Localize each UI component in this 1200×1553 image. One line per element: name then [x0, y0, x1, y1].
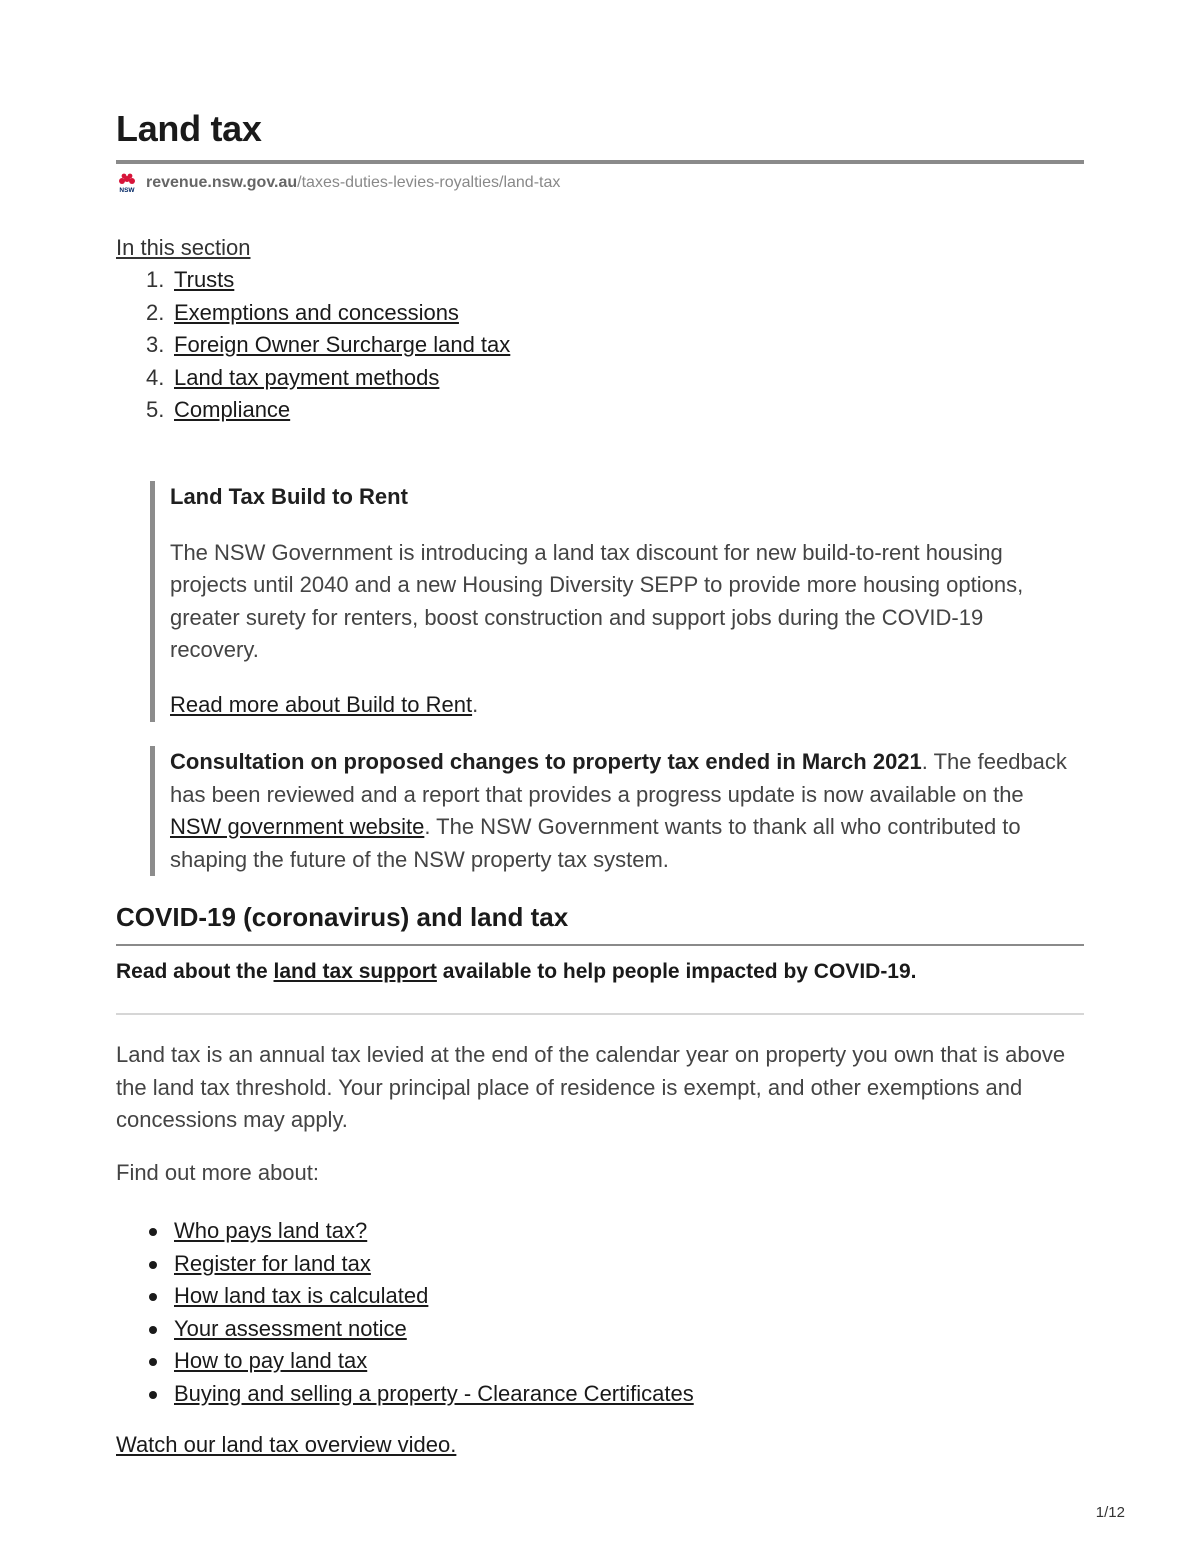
overview-video-link[interactable]: Watch our land tax overview video.	[116, 1432, 457, 1457]
consultation-callout	[150, 746, 1070, 876]
section-nav-item	[146, 297, 510, 330]
covid-line-suffix: available to help people impacted by COVID-19.	[436, 960, 917, 983]
section-nav	[116, 232, 510, 427]
list-number: 3.	[146, 332, 165, 357]
page-number: 1/12	[1095, 1504, 1125, 1521]
section-nav-item	[146, 329, 511, 362]
consultation-text-2: . The NSW Government wants to thank all who contributed to shaping the future of the NSW property tax system.	[170, 814, 1021, 872]
bullet-icon	[149, 1391, 157, 1399]
section-divider	[116, 1013, 1084, 1015]
section-nav-item	[146, 264, 510, 297]
list-item	[174, 1345, 694, 1378]
bullet-icon	[149, 1358, 157, 1366]
who-pays-link[interactable]: Who pays land tax?	[174, 1218, 368, 1243]
section-nav-item	[146, 394, 510, 427]
list-number: 5.	[146, 397, 165, 422]
clearance-certificates-link[interactable]: Buying and selling a property - Clearance Certificates	[174, 1380, 694, 1406]
callout-link-suffix: .	[472, 691, 479, 717]
covid-divider	[116, 944, 1084, 946]
list-number: 1.	[146, 267, 165, 292]
section-link-compliance[interactable]: Compliance	[174, 397, 291, 422]
covid-support-line	[116, 960, 917, 984]
list-item	[174, 1313, 694, 1346]
build-to-rent-link[interactable]: Read more about Build to Rent	[170, 691, 473, 717]
section-nav-item	[146, 362, 510, 395]
bullet-icon	[149, 1326, 157, 1334]
build-to-rent-callout	[150, 481, 1070, 722]
list-item	[174, 1280, 694, 1313]
find-out-more-label: Find out more about:	[116, 1160, 320, 1185]
section-link-payment-methods[interactable]: Land tax payment methods	[174, 364, 440, 390]
bullet-icon	[149, 1228, 157, 1236]
section-link-foreign-owner[interactable]: Foreign Owner Surcharge land tax	[174, 332, 511, 357]
nsw-logo-icon	[116, 172, 138, 194]
source-url	[116, 172, 560, 194]
register-link[interactable]: Register for land tax	[174, 1250, 371, 1276]
consultation-lead: Consultation on proposed changes to property tax ended in March 2021	[170, 749, 922, 774]
bullet-icon	[149, 1261, 157, 1269]
find-out-more-list	[116, 1215, 694, 1410]
nsw-government-website-link[interactable]: NSW government website	[170, 814, 425, 839]
how-calculated-link[interactable]: How land tax is calculated	[174, 1283, 429, 1308]
section-nav-list	[116, 264, 510, 427]
intro-paragraph: Land tax is an annual tax levied at the end of the calendar year on property you own that is above the land tax threshold. Your principal place of residence is exempt, and other exemptions and concessions may apply.	[116, 1042, 1066, 1132]
callout-body: The NSW Government is introducing a land tax discount for new build-to-rent housing projects until 2040 and a new Housing Diversity SEPP to provide more housing options, greater surety for renters, boost construction and support jobs during the COVID-19 recovery.	[170, 539, 1024, 662]
nsw-logo-text: NSW	[119, 187, 135, 194]
section-link-exemptions[interactable]: Exemptions and concessions	[174, 299, 459, 325]
source-path[interactable]: /taxes-duties-levies-royalties/land-tax	[297, 174, 561, 191]
how-to-pay-link[interactable]: How to pay land tax	[174, 1348, 368, 1373]
list-item	[174, 1248, 694, 1281]
source-domain[interactable]: revenue.nsw.gov.au	[146, 174, 298, 191]
list-number: 4.	[146, 364, 165, 390]
bullet-icon	[149, 1293, 157, 1301]
title-divider	[116, 160, 1084, 164]
callout-title: Land Tax Build to Rent	[170, 484, 408, 509]
consultation-text-1: . The feedback has been reviewed and a report that provides a progress update is now available on the	[170, 749, 1067, 807]
list-number: 2.	[146, 299, 165, 325]
section-link-trusts[interactable]: Trusts	[174, 267, 235, 292]
consultation-text	[170, 746, 1070, 876]
land-tax-support-link[interactable]: land tax support	[273, 960, 437, 983]
callout-link-line	[170, 689, 1070, 722]
section-nav-label[interactable]: In this section	[116, 235, 251, 260]
assessment-notice-link[interactable]: Your assessment notice	[174, 1315, 407, 1341]
list-item	[174, 1378, 694, 1411]
page-title: Land tax	[116, 108, 262, 149]
covid-heading: COVID-19 (coronavirus) and land tax	[116, 902, 569, 932]
covid-line-prefix: Read about the	[116, 960, 274, 983]
list-item	[174, 1215, 694, 1248]
